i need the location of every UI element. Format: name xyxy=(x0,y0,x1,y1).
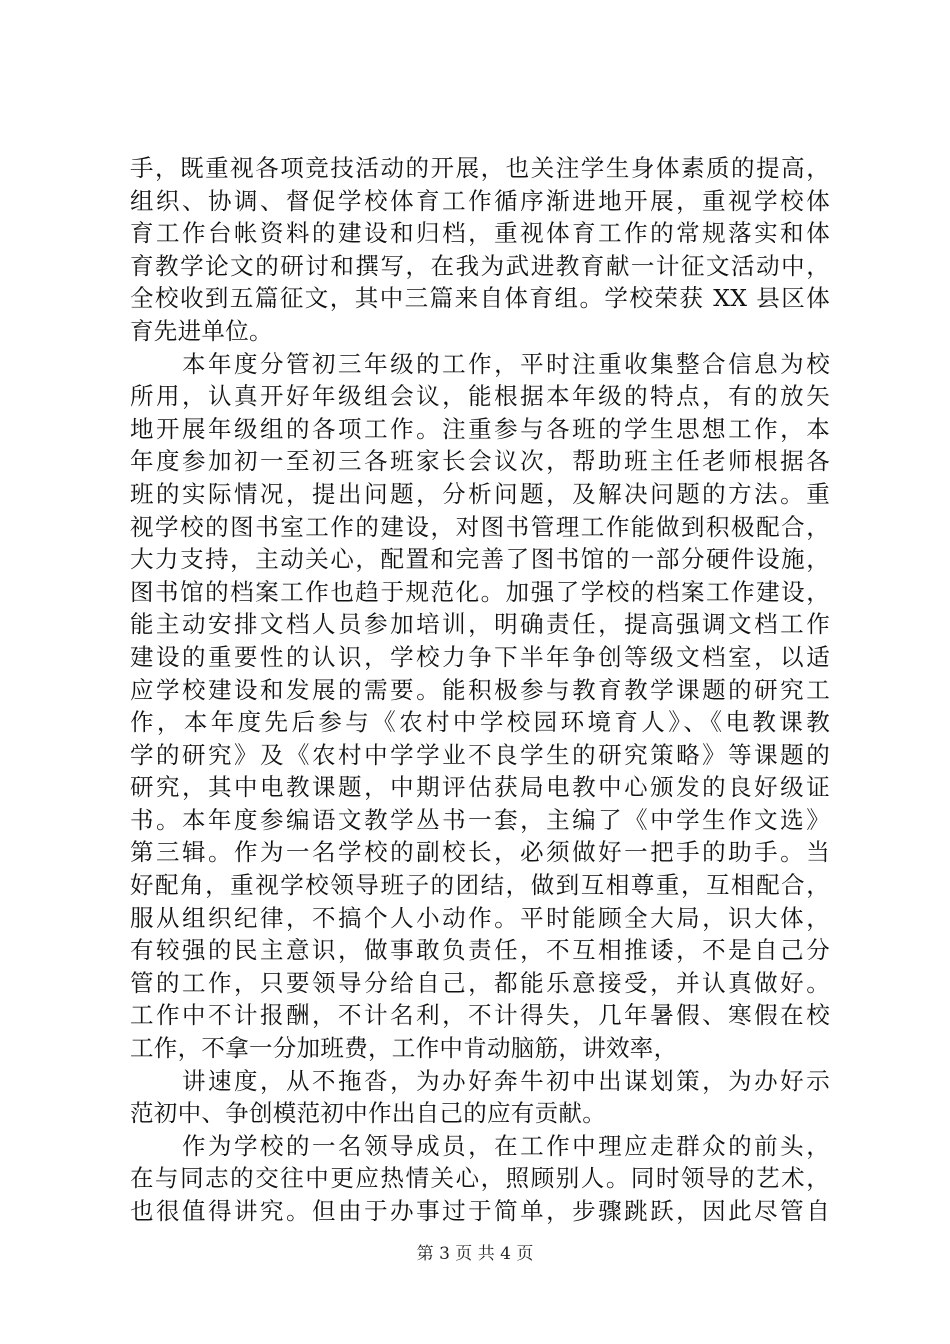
text-line: 手，既重视各项竞技活动的开展，也关注学生身体素质的提高， xyxy=(130,154,830,182)
text-line: 能主动安排文档人员参加培训，明确责任，提高强调文档工作 xyxy=(130,610,830,639)
text-line: 班的实际情况，提出问题，分析问题，及解决问题的方法。重 xyxy=(130,479,830,508)
text-line: 育工作台帐资料的建设和归档，重视体育工作的常规落实和体 xyxy=(130,219,830,248)
text-line: 地开展年级组的各项工作。注重参与各班的学生思想工作，本 xyxy=(130,414,830,443)
text-line: 本年度分管初三年级的工作，平时注重收集整合信息为校 xyxy=(130,349,830,378)
text-line: 有较强的民主意识，做事敢负责任，不互相推诿，不是自己分 xyxy=(130,936,830,965)
text-line: 也很值得讲究。但由于办事过于简单，步骤跳跃，因此尽管自 xyxy=(130,1197,830,1225)
page-footer: 第 3 页 共 4 页 xyxy=(416,1244,534,1264)
text-line: 育先进单位。 xyxy=(130,316,273,345)
text-line: 范初中、争创模范初中作出自己的应有贡献。 xyxy=(130,1099,606,1128)
text-line: 书。本年度参编语文教学丛书一套，主编了《中学生作文选》 xyxy=(130,805,830,834)
text-line: 工作，不拿一分加班费，工作中肯动脑筋，讲效率， xyxy=(130,1034,678,1063)
text-line: 应学校建设和发展的需要。能积极参与教育教学课题的研究工 xyxy=(130,675,830,704)
text-line: 讲速度，从不拖沓，为办好奔牛初中出谋划策，为办好示 xyxy=(130,1066,830,1095)
text-line: 好配角，重视学校领导班子的团结，做到互相尊重，互相配合， xyxy=(130,871,830,900)
text-line: 全校收到五篇征文，其中三篇来自体育组。学校荣获 XX 县区体 xyxy=(130,284,830,313)
text-line: 第三辑。作为一名学校的副校长，必须做好一把手的助手。当 xyxy=(130,838,830,867)
text-line: 视学校的图书室工作的建设，对图书管理工作能做到积极配合， xyxy=(130,512,830,541)
text-line: 工作中不计报酬，不计名利，不计得失，几年暑假、寒假在校 xyxy=(130,1001,830,1030)
text-line: 在与同志的交往中更应热情关心，照顾别人。同时领导的艺术， xyxy=(130,1164,830,1193)
text-line: 育教学论文的研讨和撰写，在我为武进教育献一计征文活动中， xyxy=(130,251,830,280)
text-line: 年度参加初一至初三各班家长会议次，帮助班主任老师根据各 xyxy=(130,447,830,476)
text-line: 组织、协调、督促学校体育工作循序渐进地开展，重视学校体 xyxy=(130,186,830,215)
text-line: 作为学校的一名领导成员，在工作中理应走群众的前头， xyxy=(130,1131,830,1160)
text-line: 大力支持，主动关心，配置和完善了图书馆的一部分硬件设施， xyxy=(130,545,830,574)
text-line: 图书馆的档案工作也趋于规范化。加强了学校的档案工作建设， xyxy=(130,577,830,606)
text-line: 服从组织纪律，不搞个人小动作。平时能顾全大局，识大体， xyxy=(130,903,830,932)
text-line: 管的工作，只要领导分给自己，都能乐意接受，并认真做好。 xyxy=(130,968,830,997)
body-text xyxy=(130,152,830,1228)
text-line: 研究，其中电教课题，中期评估获局电教中心颁发的良好级证 xyxy=(130,773,830,802)
text-line: 作，本年度先后参与《农村中学校园环境育人》、《电教课教 xyxy=(130,708,830,737)
text-line: 建设的重要性的认识，学校力争下半年争创等级文档室，以适 xyxy=(130,642,830,671)
text-line: 学的研究》及《农村中学学业不良学生的研究策略》等课题的 xyxy=(130,740,830,769)
text-line: 所用，认真开好年级组会议，能根据本年级的特点，有的放矢 xyxy=(130,382,830,411)
